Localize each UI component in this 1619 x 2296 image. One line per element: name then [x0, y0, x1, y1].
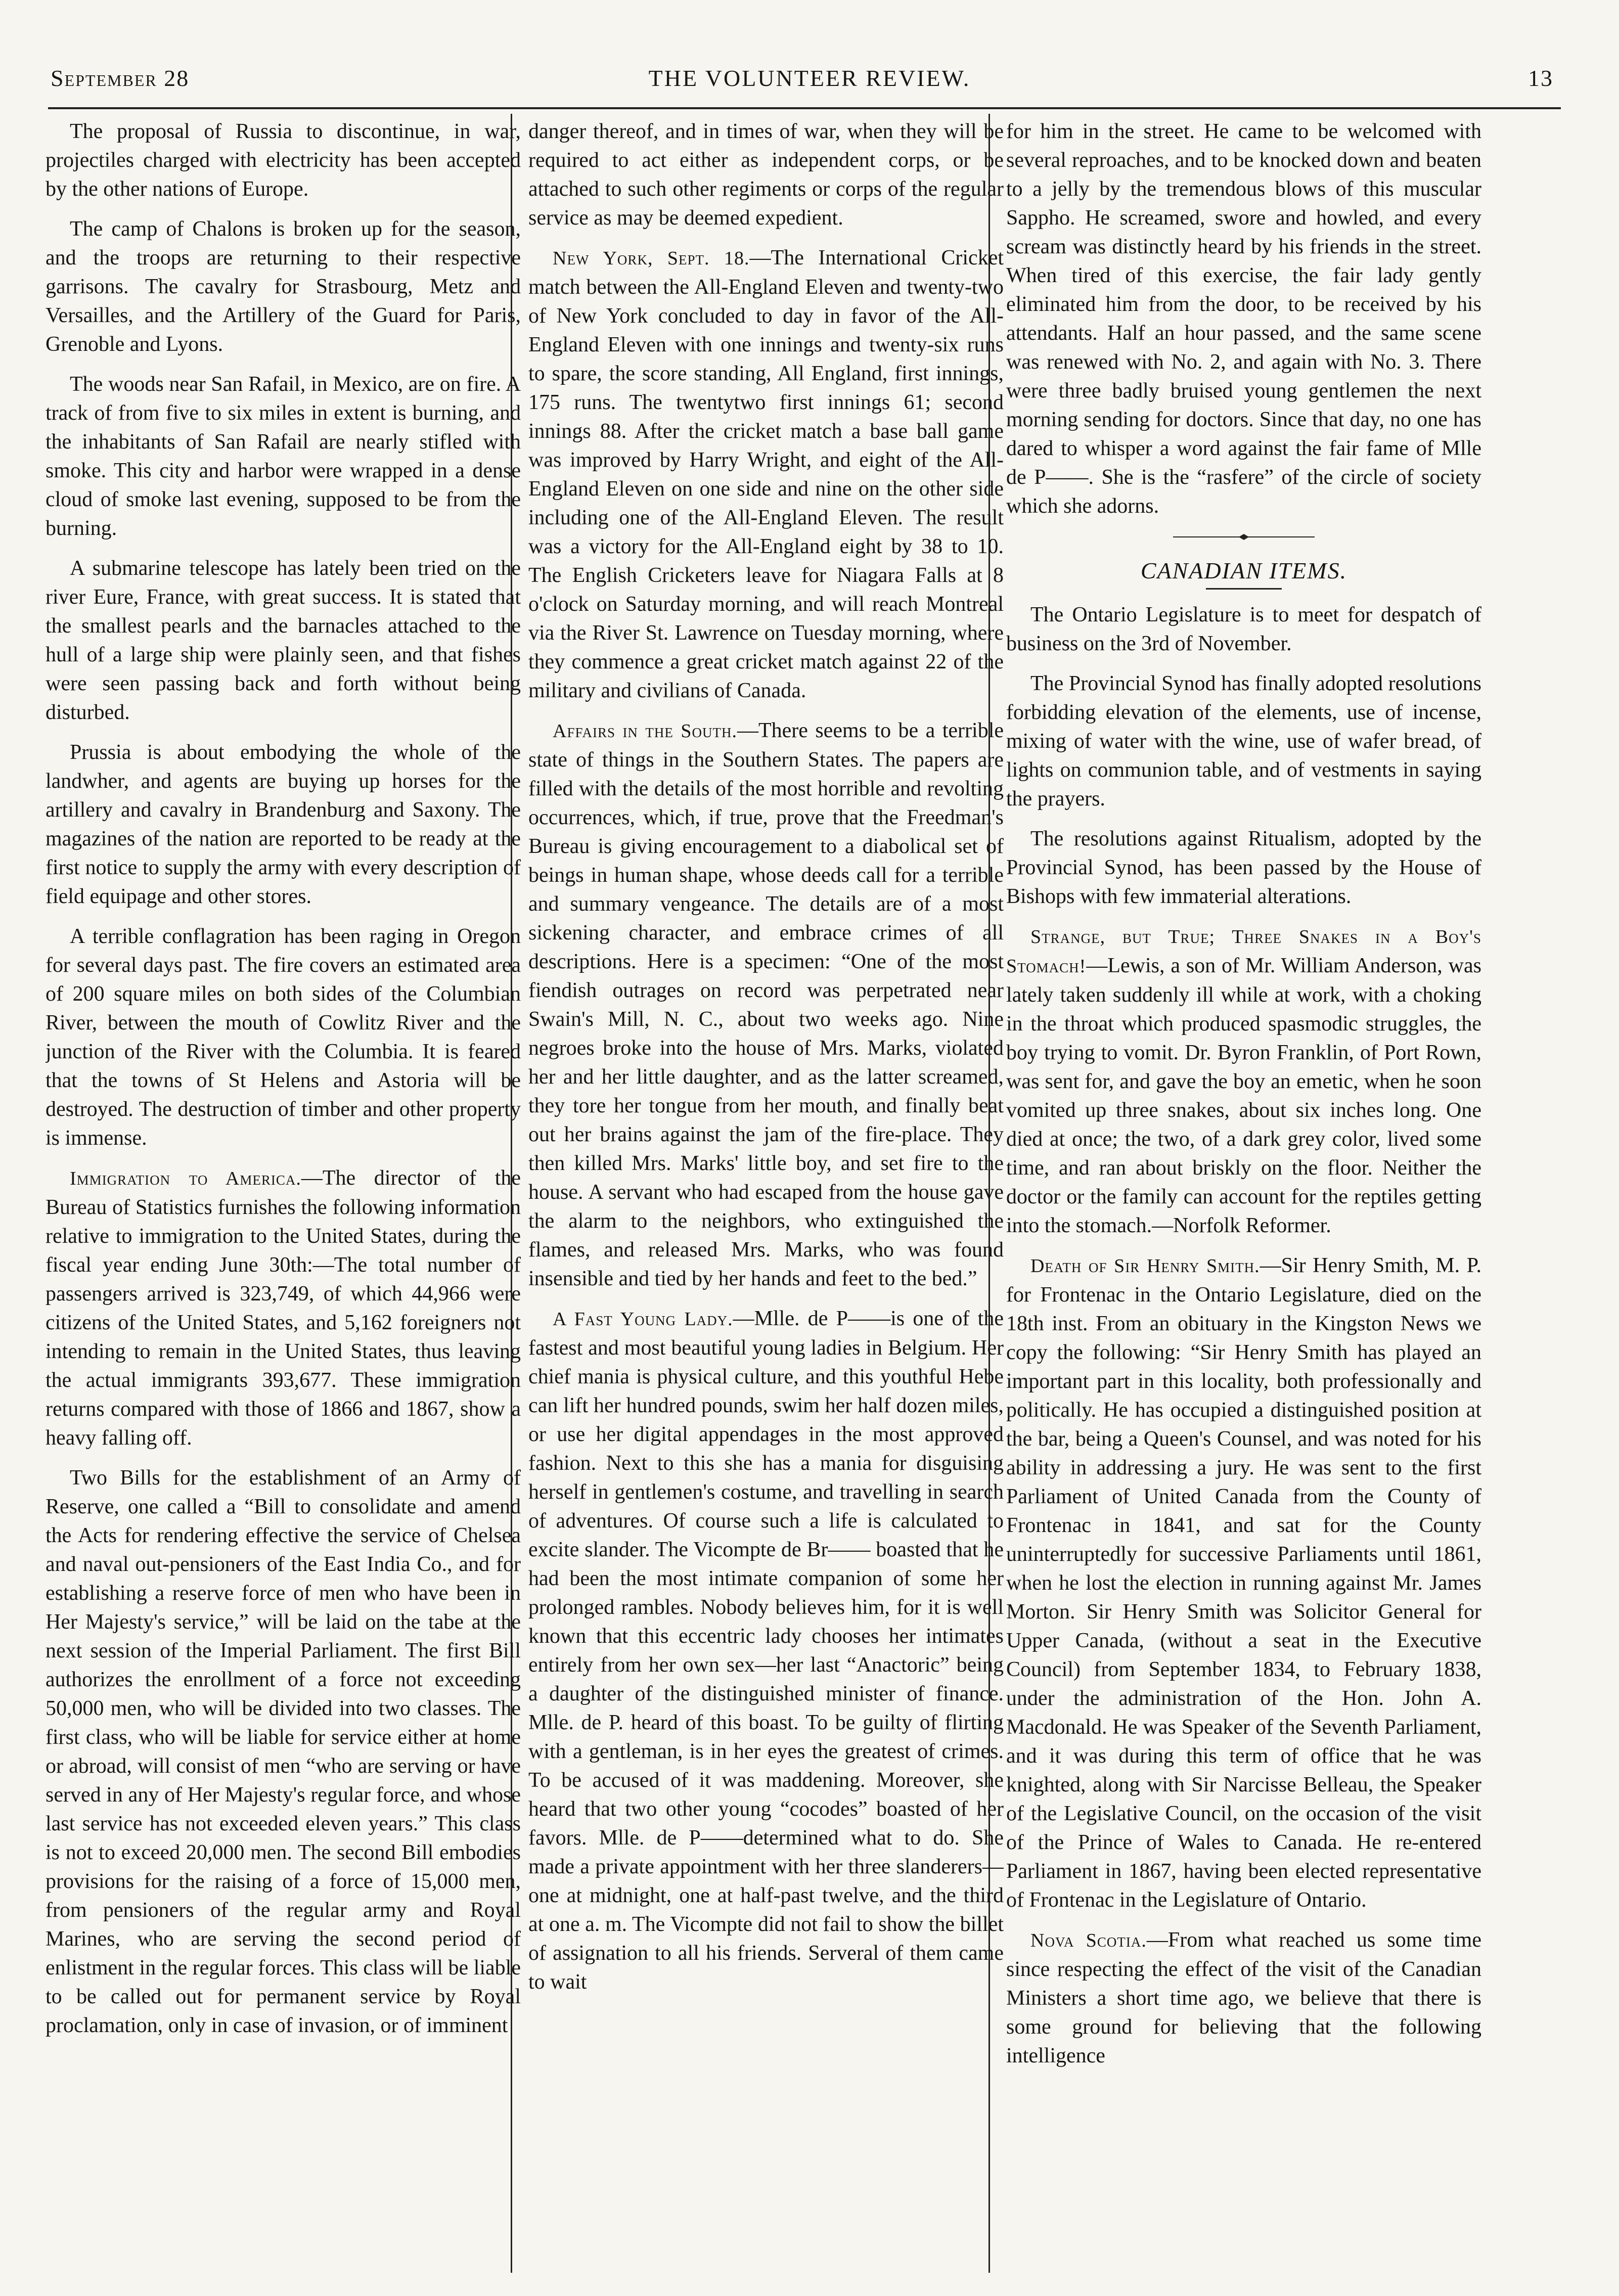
- article-text: Two Bills for the establishment of an Army of Reserve, one called a “Bill to consolidate and amend the Acts for rendering effective the service of Chelsea and naval out-pensioners of the East India Co., and for establishing a reserve force of men who have been in Her Majesty's service,” will be laid on the tabe at the next session of the Imperial Parliament. The first Bill authorizes the enrollment of a force not exceeding 50,000 men, who will be divided into two classes. The first class, who will be liable for service either at home or abroad, will consist of men “who are serving or have served in any of Her Majesty's regular force, and whose last service has not exceeded eleven years.” This class is not to exceed 20,000 men. The second Bill embodies provisions for the raising of a force of 15,000 men, from pensioners of the regular army and Royal Marines, who are serving the second period of enlistment in the regular forces. This class will be liable to be called out for permanent service by Royal proclamation, only in case of invasion, or of imminent: [46, 1466, 521, 2037]
- article-paragraph: [46, 554, 521, 727]
- article-text: Prussia is about embodying the whole of the landwher, and agents are buying up horses for the artillery and cavalry in Brandenburg and Saxony. The magazines of the nation are reported to be ready at the first notice to supply the army with every description of field equipage and other stores.: [46, 741, 521, 908]
- masthead-title: THE VOLUNTEER REVIEW.: [648, 65, 971, 91]
- article-paragraph: [46, 117, 521, 204]
- article-text: The camp of Chalons is broken up for the season, and the troops are returning to their respective garrisons. The cavalry for Strasbourg, Metz and Versailles, and the Artillery of the Guard for Paris, Grenoble and Lyons.: [46, 217, 521, 356]
- article-paragraph-with-lead: [46, 1164, 521, 1453]
- article-text: A submarine telescope has lately been tried on the river Eure, France, with great success. It is stated that the smallest pearls and the barnacles attached to the hull of a large ship were plainly seen, and that fishes were seen passing back and forth without being disturbed.: [46, 557, 521, 724]
- article-paragraph-with-lead: [1006, 1926, 1481, 2070]
- article-text: danger thereof, and in times of war, when they will be required to act either as independent corps, or be attached to such other regiments or corps of the regular service as may be deemed expedient.: [528, 120, 1004, 230]
- article-text: The resolutions against Ritualism, adopted by the Provincial Synod, has been passed by the House of Bishops with few immaterial alterations.: [1006, 827, 1481, 908]
- article-text: —The director of the Bureau of Statistics furnishes the following information relative to immigration to the United States, during the fiscal year ending June 30th:—The total number of passengers arrived is 323,749, of which 44,966 were citizens of the United States, and 5,162 foreigners not intending to remain in the United States, thus leaving the actual immigrants 393,677. These immigration returns compared with those of 1866 and 1867, show a heavy falling off.: [46, 1166, 521, 1450]
- article-paragraph: [1006, 825, 1481, 911]
- article-text: —From what reached us some time since respecting the effect of the visit of the Canadian Ministers a short time ago, we believe that there is some ground for believing that the following intelligence: [1006, 1928, 1481, 2067]
- header-date: September 28: [51, 65, 190, 91]
- article-paragraph-with-lead: [528, 716, 1004, 1293]
- page-number: 13: [1528, 65, 1553, 91]
- column-2: [528, 117, 1004, 2266]
- article-paragraph: [46, 215, 521, 359]
- article-headline: Affairs in the South.: [553, 721, 737, 742]
- article-paragraph-with-lead: [528, 244, 1004, 705]
- section-title-rule: [1206, 588, 1282, 590]
- article-paragraph: [528, 117, 1004, 233]
- article-text: The Provincial Synod has finally adopted resolutions forbidding elevation of the elements, use of incense, mixing of water with the wine, use of wafer bread, of lights on communion table, and of vestments in saying the prayers.: [1006, 672, 1481, 811]
- article-text: The woods near San Rafail, in Mexico, are on fire. A track of from five to six miles in extent is burning, and the inhabitants of San Rafail are nearly stifled with smoke. This city and harbor were wrapped in a dense cloud of smoke last evening, supposed to be from the burning.: [46, 373, 521, 540]
- article-text: —Sir Henry Smith, M. P. for Frontenac in the Ontario Legislature, died on the 18th inst. From an obituary in the Kingston News we copy the following: “Sir Henry Smith has played an important part in this locality, both professionally and politically. He has occupied a distinguished position at the bar, being a Queen's Counsel, and was noted for his ability in addressing a jury. He was sent to the first Parliament of United Canada from the County of Frontenac in 1841, and sat for the County uninterruptedly for successive Parliaments until 1861, when he lost the election in running against Mr. James Morton. Sir Henry Smith was Solicitor General for Upper Canada, (without a seat in the Executive Council) from September 1834, to February 1838, under the administration of the Hon. John A. Macdonald. He was Speaker of the Seventh Parliament, and it was during this term of office that he was knighted, along with Sir Narcisse Belleau, the Speaker of the Legislative Council, on the occasion of the visit of the Prince of Wales to Canada. He re-entered Parliament in 1867, having been elected representative of Frontenac in the Legislature of Ontario.: [1006, 1254, 1481, 1912]
- column-3: [1006, 117, 1481, 2266]
- article-paragraph-with-lead: [1006, 922, 1481, 1240]
- section-ornament-rule: [1168, 533, 1320, 541]
- article-paragraph-with-lead: [1006, 1251, 1481, 1915]
- article-paragraph: [46, 370, 521, 543]
- article-paragraph: [46, 1464, 521, 2040]
- article-headline: Strange, but True; Three Snakes in a Boy's Stomach!: [1006, 926, 1481, 977]
- article-headline: New York, Sept. 18.: [553, 248, 750, 269]
- article-headline: Immigration to America.: [70, 1168, 301, 1189]
- article-text: The proposal of Russia to discontinue, in war, projectiles charged with electricity has been accepted by the other nations of Europe.: [46, 120, 521, 201]
- section-title: CANADIAN ITEMS.: [1140, 558, 1347, 583]
- header-rule: [48, 107, 1561, 109]
- article-paragraph: [1006, 601, 1481, 658]
- article-paragraph-with-lead: [528, 1304, 1004, 1997]
- article-paragraph: [1006, 669, 1481, 814]
- article-paragraph: [46, 922, 521, 1153]
- article-text: —Lewis, a son of Mr. William Anderson, was lately taken suddenly ill while at work, with a choking in the throat which produced spasmodic struggles, the boy trying to vomit. Dr. Byron Franklin, of Port Rown, was sent for, and gave the boy an emetic, when he soon vomited up three snakes, about six inches long. One died at once; the two, of a dark grey color, lived some time, and ran about briskly on the floor. Neither the doctor or the family can account for the reptiles getting into the stomach.—Norfolk Reformer.: [1006, 954, 1481, 1237]
- article-text: The Ontario Legislature is to meet for despatch of business on the 3rd of November.: [1006, 603, 1481, 655]
- article-text: —There seems to be a terrible state of things in the Southern States. The papers are filled with the details of the most horrible and revolting occurrences, which, if true, prove that the Freedman's Bureau is giving encouragement to a diabolical set of beings in human shape, whose deeds call for a terrible and summary vengeance. The details are of a most sickening character, and embrace crimes of all descriptions. Here is a specimen: “One of the most fiendish outrages on record was perpetrated near Swain's Mill, N. C., about two weeks ago. Nine negroes broke into the house of Mrs. Marks, violated her and her little daughter, and as the latter screamed, they tore her tongue from her mouth, and finally beat out her brains against the jam of the fire-place. They then killed Mrs. Marks' little boy, and set fire to the house. A servant who had escaped from the house gave the alarm to the neighbors, who extinguished the flames, and released Mrs. Marks, who was found insensible and tied by her hands and feet to the bed.”: [528, 719, 1004, 1290]
- article-text: —The International Cricket match between the All-England Eleven and twenty-two of New York concluded to day in favor of the All-England Eleven with one innings and twenty-six runs to spare, the score standing, All England, first innings, 175 runs. The twentytwo first innings 61; second innings 88. After the cricket match a base ball game was improved by Harry Wright, and eight of the All-England Eleven on one side and nine on the other side including one of the All-England Eleven. The result was a victory for the All-England eight by 38 to 10. The English Cricketers leave for Niagara Falls at 8 o'clock on Saturday morning, and will reach Montreal via the River St. Lawrence on Tuesday morning, where they commence a great cricket match against 22 of the military and civilians of Canada.: [528, 246, 1004, 702]
- article-headline: A Fast Young Lady.: [553, 1309, 733, 1330]
- article-text: for him in the street. He came to be welcomed with several reproaches, and to be knocked down and beaten to a jelly by the tremendous blows of this muscular Sappho. He screamed, swore and howled, and every scream was distinctly heard by his friends in the street. When tired of this exercise, the fair lady gently eliminated him from the door, to be received by his attendants. Half an hour passed, and the same scene was renewed with No. 2, and again with No. 3. There were three badly bruised young gentlemen the next morning sending for doctors. Since that day, no one has dared to whisper a word against the fair fame of Mlle de P——. She is the “rasfere” of the circle of society which she adorns.: [1006, 120, 1481, 518]
- column-1: [46, 117, 521, 2266]
- article-headline: Nova Scotia.: [1030, 1930, 1147, 1951]
- article-paragraph: [46, 738, 521, 911]
- article-text: —Mlle. de P——is one of the fastest and most beautiful young ladies in Belgium. Her chief mania is physical culture, and this youthful Hebe can lift her hundred pounds, swim her half dozen miles, or use her digital appendages in the most approved fashion. Next to this she has a mania for disguising herself in gentlemen's costume, and travelling in search of adventures. Of course such a life is calculated to excite slander. The Vicompte de Br—— boasted that he had been the most intimate companion of some her prolonged rambles. Nobody believes him, for it is well known that this eccentric lady chooses her intimates entirely from her own sex—her last “Anactoric” being a daughter of the distinguished minister of finance. Mlle. de P. heard of this boast. To be guilty of flirting with a gentleman, is in her eyes the greatest of crimes. To be accused of it was maddening. Moreover, she heard that two other young “cocodes” boasted of her favors. Mlle. de P——determined what to do. She made a private appointment with her three slanderers—one at midnight, one at half-past twelve, and the third at one a. m. The Vicompte did not fail to show the billet of assignation to all his friends. Serveral of them came to wait: [528, 1307, 1004, 1994]
- article-paragraph: [1006, 117, 1481, 521]
- article-headline: Death of Sir Henry Smith.: [1030, 1255, 1260, 1277]
- article-text: A terrible conflagration has been raging in Oregon for several days past. The fire covers an estimated area of 200 square miles on both sides of the Columbian River, between the mouth of Cowlitz River and the junction of the River with the Columbia. It is feared that the towns of St Helens and Astoria will be destroyed. The destruction of timber and other property is immense.: [46, 925, 521, 1150]
